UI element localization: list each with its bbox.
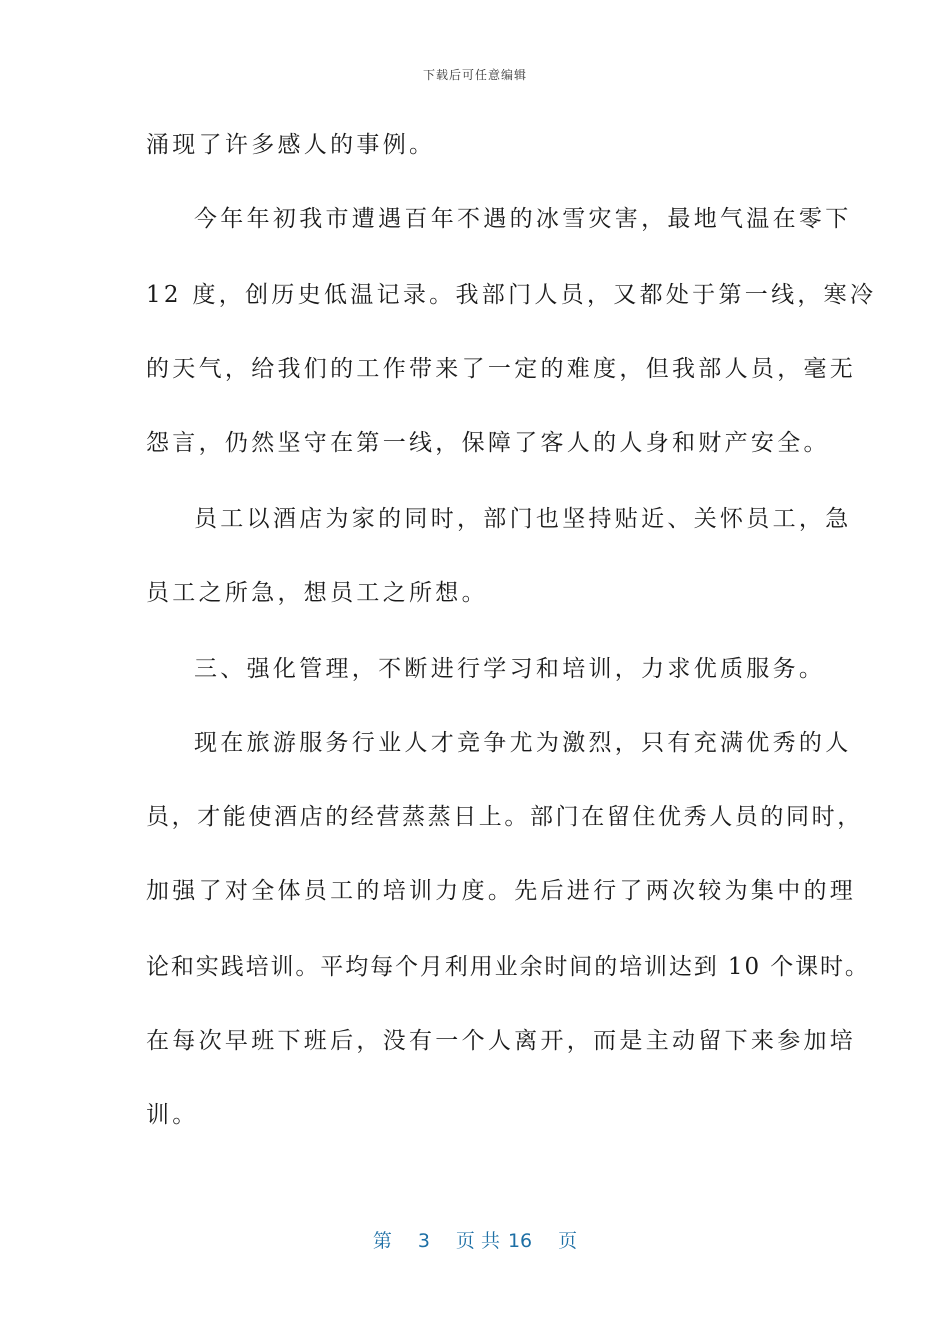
text-line: 涌现了许多感人的事例。: [146, 132, 436, 158]
text-line: 在每次早班下班后，没有一个人离开，而是主动留下来参加培: [146, 1028, 857, 1054]
text-line: 员工之所急，想员工之所想。: [146, 580, 488, 606]
total-pages: 16: [507, 1230, 533, 1252]
text-line: 员，才能使酒店的经营蒸蒸日上。部门在留住优秀人员的同时，: [146, 804, 863, 830]
text-line: 怨言，仍然坚守在第一线，保障了客人的人身和财产安全。: [146, 430, 830, 456]
text-line: 论和实践培训。平均每个月利用业余时间的培训达到 10 个课时。: [146, 954, 870, 980]
text-line: 现在旅游服务行业人才竞争尤为激烈，只有充满优秀的人: [194, 730, 852, 756]
text-line: 训。: [146, 1102, 199, 1128]
text-line: 的天气，给我们的工作带来了一定的难度，但我部人员，毫无: [146, 356, 857, 382]
text-line: 12 度，创历史低温记录。我部门人员，又都处于第一线，寒冷: [146, 282, 877, 308]
text-line: 三、强化管理，不断进行学习和培训，力求优质服务。: [194, 656, 826, 682]
page-header-note: 下载后可任意编辑: [422, 68, 527, 82]
text-line: 今年年初我市遭遇百年不遇的冰雪灾害，最地气温在零下: [194, 206, 852, 232]
page-footer: [0, 1226, 950, 1253]
page-prefix: 第: [372, 1230, 392, 1252]
text-line: 加强了对全体员工的培训力度。先后进行了两次较为集中的理: [146, 878, 857, 904]
page-suffix: 页: [558, 1230, 578, 1252]
page-number: 3: [417, 1230, 430, 1252]
text-line: 员工以酒店为家的同时，部门也坚持贴近、关怀员工，急: [194, 506, 852, 532]
page-mid: 页 共: [455, 1230, 500, 1252]
